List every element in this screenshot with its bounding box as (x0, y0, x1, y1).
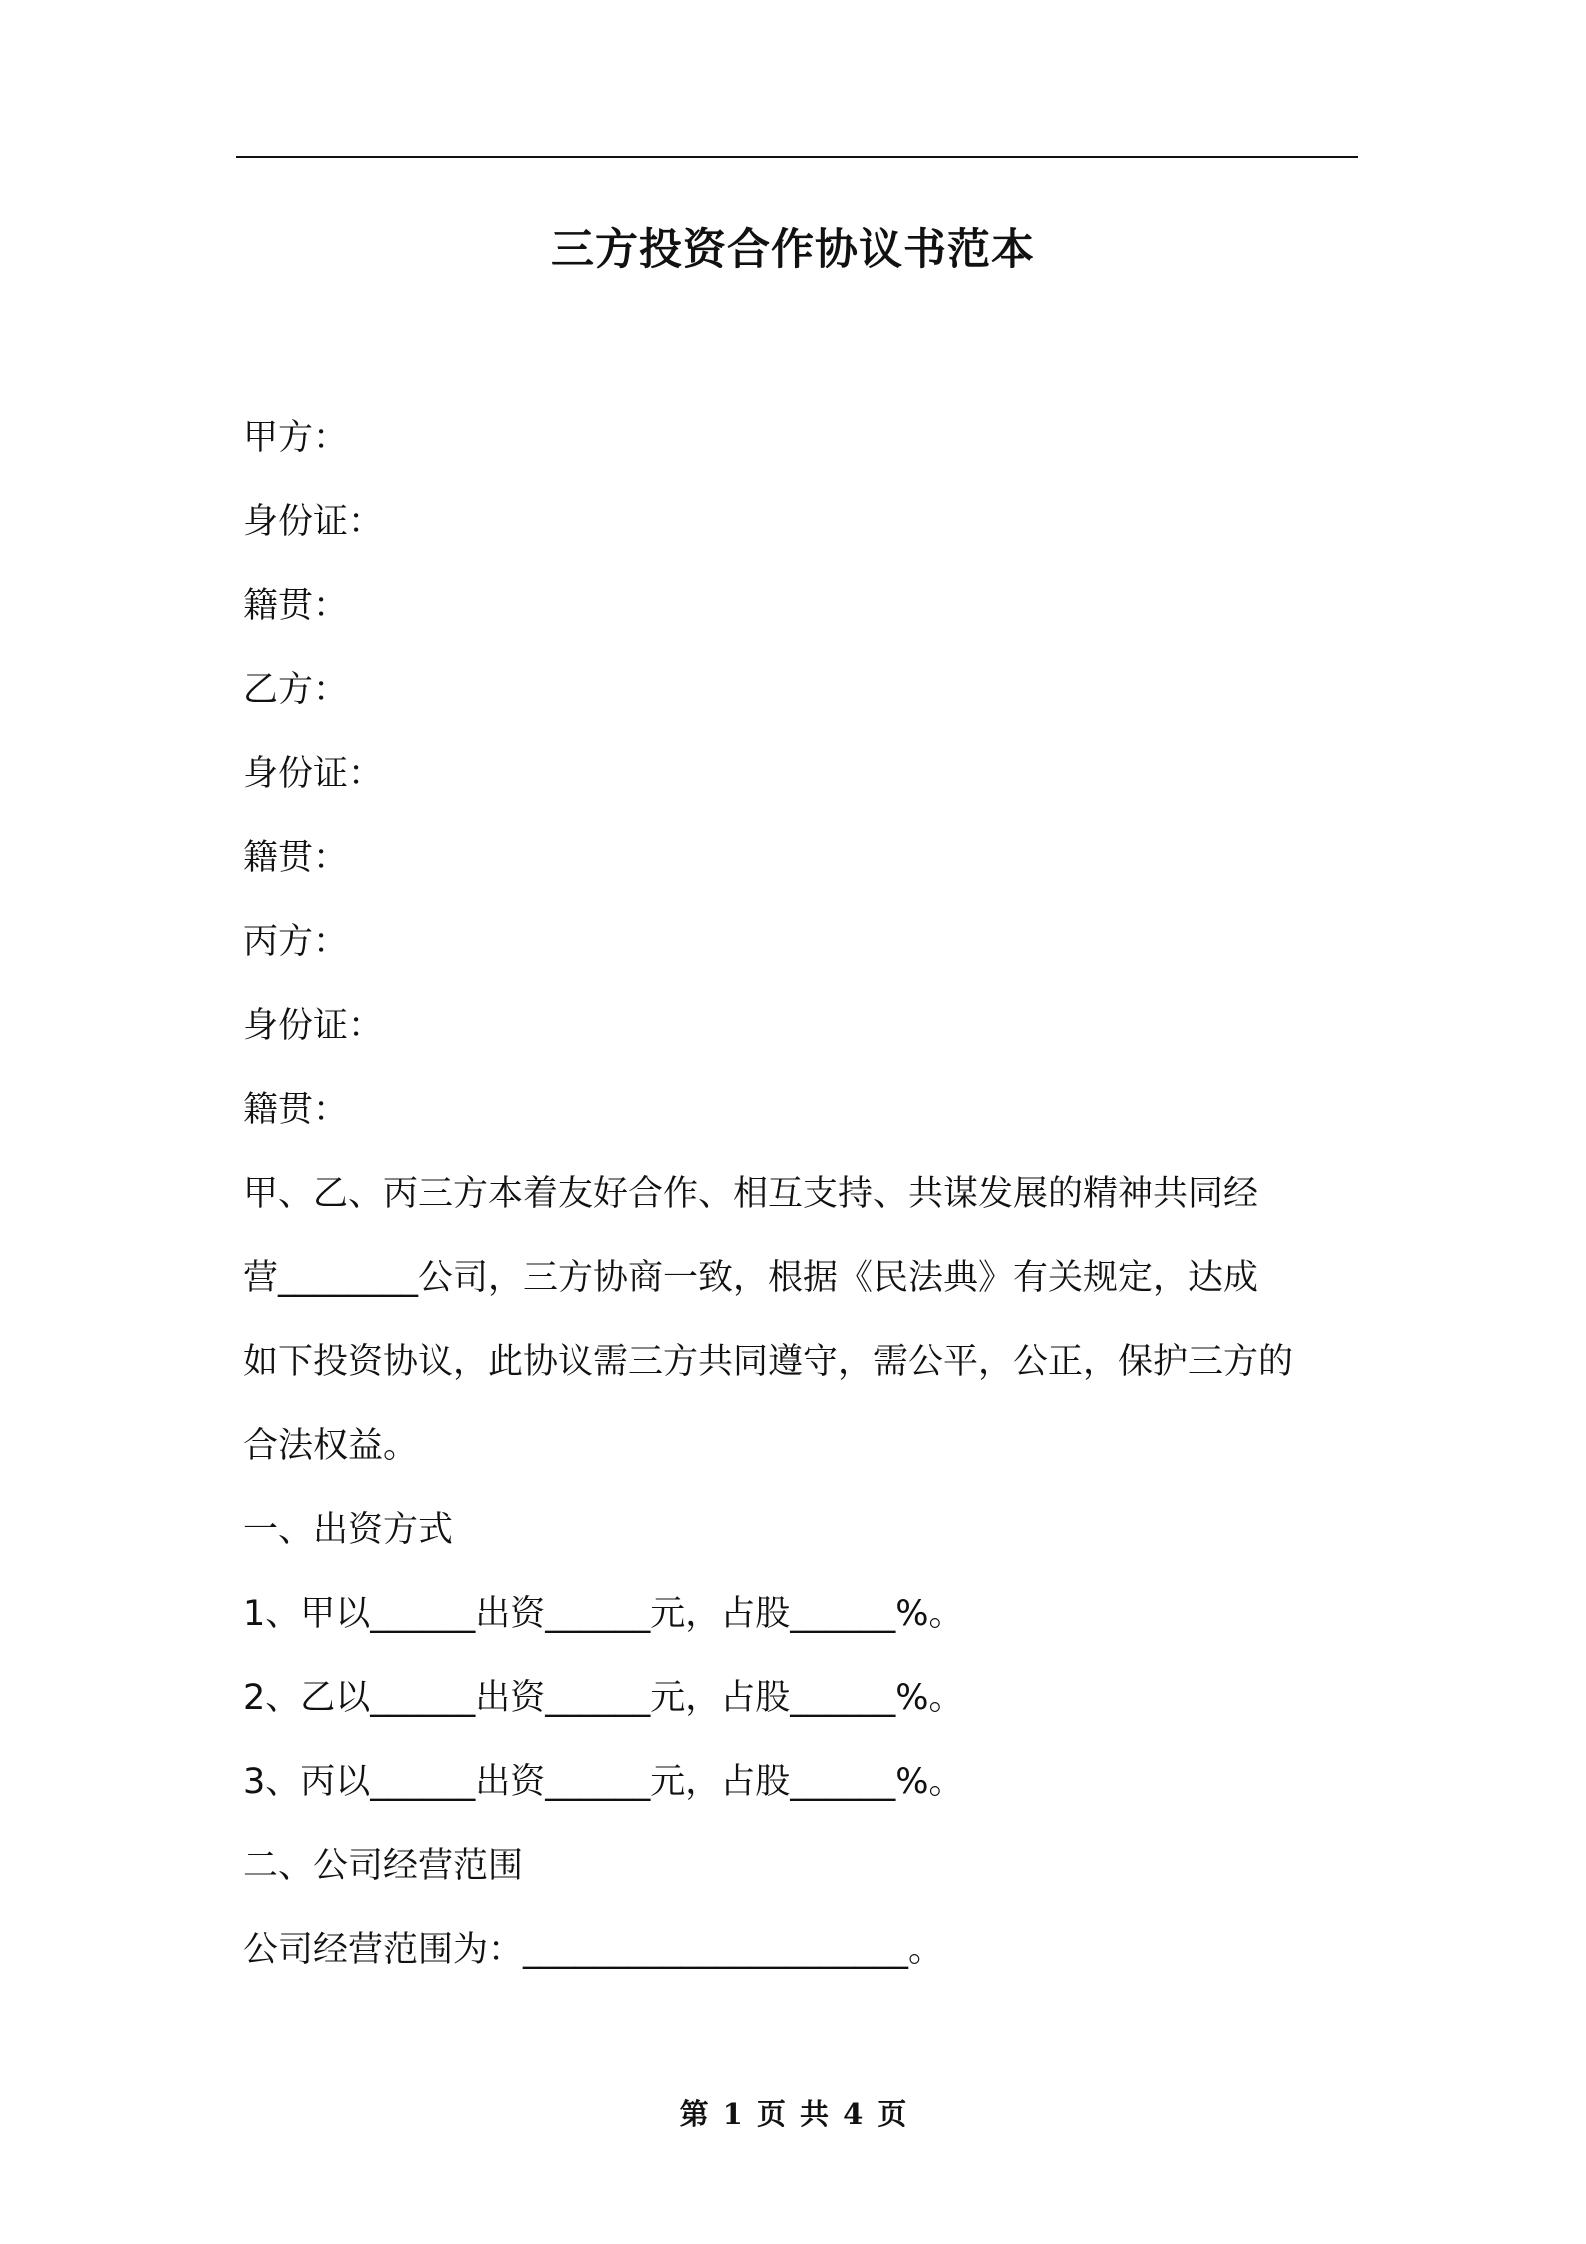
section-heading-business-scope: 二、公司经营范围 (243, 1846, 524, 1886)
party-a-id-label: 身份证： (243, 502, 384, 542)
document-body (243, 396, 1358, 1992)
party-c-label: 丙方： (243, 922, 349, 962)
party-b-id-label: 身份证： (243, 754, 384, 794)
business-scope-line: 公司经营范围为：______________________。 (243, 1930, 944, 1970)
header-rule (236, 156, 1358, 158)
party-a-origin-label: 籍贯： (243, 586, 349, 626)
party-c-id-label: 身份证： (243, 1006, 384, 1046)
page-number: 第 1 页 共 4 页 (679, 2097, 907, 2131)
section-heading-contribution: 一、出资方式 (243, 1510, 454, 1550)
party-c-origin-label: 籍贯： (243, 1090, 349, 1130)
document-title: 三方投资合作协议书范本 (551, 225, 1035, 275)
intro-line: 甲、乙、丙三方本着友好合作、相互支持、共谋发展的精神共同经 (243, 1174, 1259, 1214)
intro-line: 营________公司，三方协商一致，根据《民法典》有关规定，达成 (243, 1258, 1259, 1298)
contribution-item: 2、乙以______出资______元，占股______%。 (243, 1678, 964, 1718)
intro-line: 如下投资协议，此协议需三方共同遵守，需公平，公正，保护三方的 (243, 1342, 1294, 1382)
intro-line: 合法权益。 (243, 1426, 419, 1466)
party-b-label: 乙方： (243, 670, 349, 710)
party-a-label: 甲方： (243, 418, 349, 458)
contribution-item: 1、甲以______出资______元，占股______%。 (243, 1594, 964, 1634)
party-b-origin-label: 籍贯： (243, 838, 349, 878)
contribution-item: 3、丙以______出资______元，占股______%。 (243, 1762, 964, 1802)
